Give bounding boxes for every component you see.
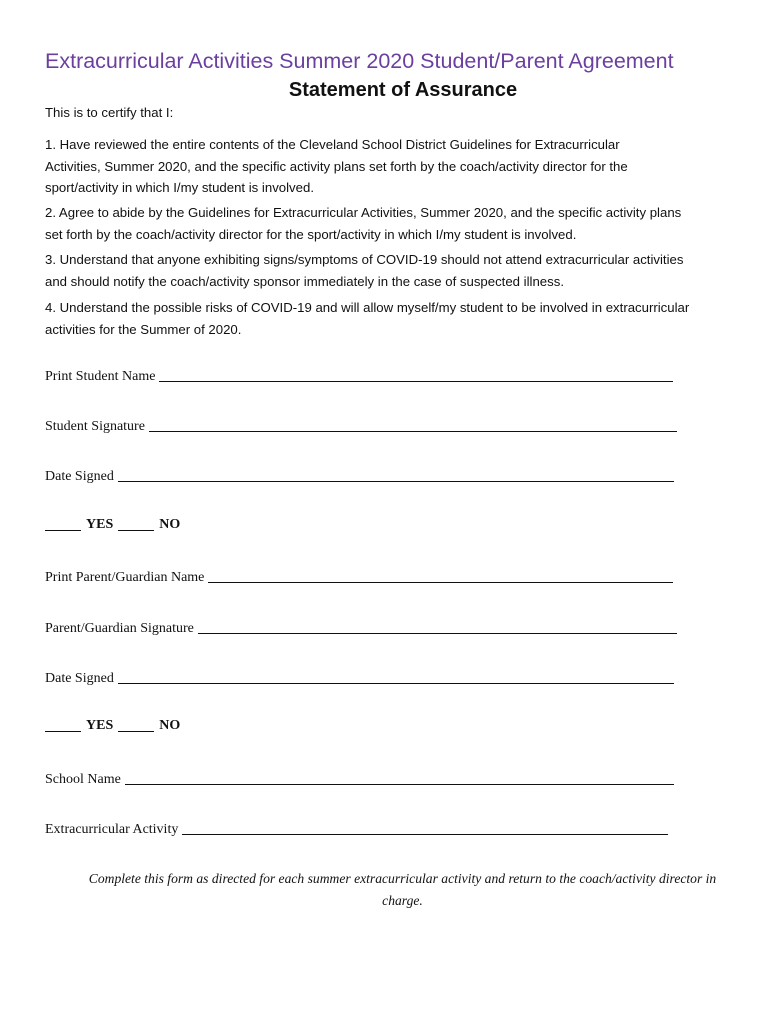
statement-line: 2. Agree to abide by the Guidelines for Extracurricular Activities, Summer 2020, and the specific activity plans <box>45 205 682 220</box>
school-name-label: School Name <box>45 772 121 787</box>
parent-name-field[interactable] <box>45 565 673 587</box>
parent-date-label: Date Signed <box>45 671 114 686</box>
parent-signature-field[interactable] <box>45 616 677 638</box>
school-name-field[interactable] <box>45 767 674 789</box>
footer-line: Complete this form as directed for each summer extracurricular activity and return to the coach/activity director in <box>88 871 717 886</box>
document-subtitle: Statement of Assurance <box>288 79 518 101</box>
statement-line: 4. Understand the possible risks of COVID-19 and will allow myself/my student to be involved in extracurricular <box>45 300 690 315</box>
student-signature-line[interactable] <box>149 431 677 432</box>
parent-date-line[interactable] <box>118 683 674 684</box>
yes-label: YES <box>86 517 114 532</box>
statement-item-1 <box>45 134 760 199</box>
school-name-line[interactable] <box>125 784 674 785</box>
student-signature-label: Student Signature <box>45 419 145 434</box>
certify-intro: This is to certify that I: <box>45 105 174 120</box>
statement-line: and should notify the coach/activity sponsor immediately in the case of suspected illness. <box>45 273 564 289</box>
document-title: Extracurricular Activities Summer 2020 Student/Parent Agreement <box>45 49 674 73</box>
parent-consent <box>45 717 180 735</box>
statement-line: sport/activity in which I/my student is involved. <box>45 180 314 195</box>
parent-name-line[interactable] <box>208 582 673 583</box>
statement-line: set forth by the coach/activity director for the sport/activity in which I/my student is involved. <box>45 226 577 242</box>
statement-item-4 <box>45 297 760 340</box>
student-name-label: Print Student Name <box>45 369 156 384</box>
activity-label: Extracurricular Activity <box>45 822 179 837</box>
student-date-line[interactable] <box>118 481 674 482</box>
yes-label: YES <box>86 718 114 733</box>
no-blank[interactable] <box>118 530 154 531</box>
parent-name-label: Print Parent/Guardian Name <box>45 570 205 585</box>
student-name-field[interactable] <box>45 364 673 386</box>
statement-line: 3. Understand that anyone exhibiting signs/symptoms of COVID-19 should not attend extracurricular activities <box>45 252 684 267</box>
student-date-label: Date Signed <box>45 469 114 484</box>
statement-item-3 <box>45 249 760 292</box>
no-label: NO <box>159 517 181 532</box>
student-name-line[interactable] <box>159 381 673 382</box>
student-date-field[interactable] <box>45 464 674 486</box>
yes-blank[interactable] <box>45 731 81 732</box>
parent-signature-label: Parent/Guardian Signature <box>45 621 194 636</box>
activity-field[interactable] <box>45 817 668 839</box>
footer-line: charge. <box>382 893 423 908</box>
statement-line: 1. Have reviewed the entire contents of the Cleveland School District Guidelines for Extracurricular <box>45 137 620 152</box>
student-signature-field[interactable] <box>45 414 677 436</box>
no-blank[interactable] <box>118 731 154 732</box>
statement-line: Activities, Summer 2020, and the specific activity plans set forth by the coach/activity director for the <box>45 158 628 174</box>
yes-blank[interactable] <box>45 530 81 531</box>
student-consent <box>45 516 180 534</box>
parent-date-field[interactable] <box>45 666 674 688</box>
statement-line: activities for the Summer of 2020. <box>45 321 242 337</box>
no-label: NO <box>159 718 181 733</box>
parent-signature-line[interactable] <box>198 633 677 634</box>
instructions-footer <box>45 868 760 912</box>
statement-item-2 <box>45 202 760 245</box>
activity-line[interactable] <box>182 834 668 835</box>
